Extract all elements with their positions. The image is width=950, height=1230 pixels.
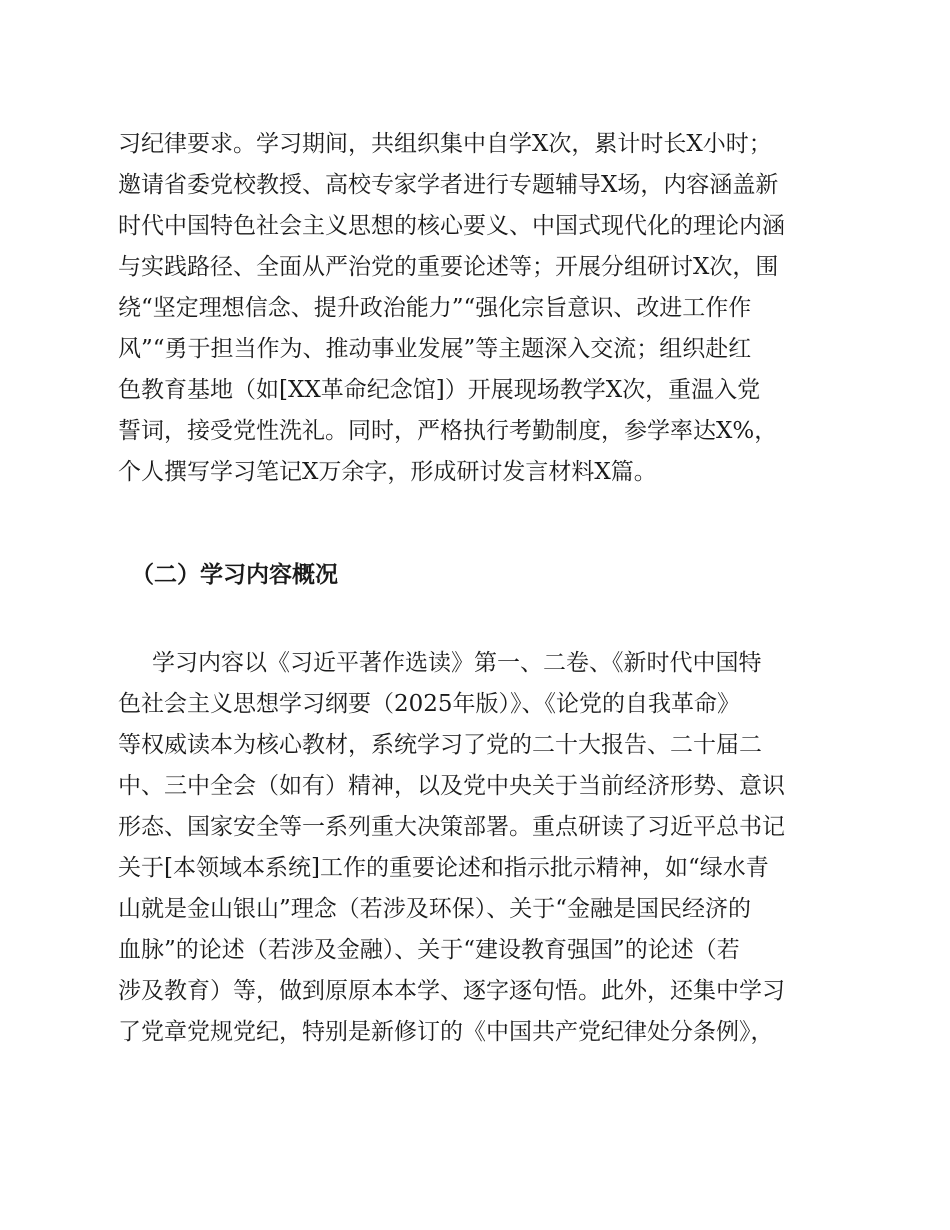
- text-line: 与实践路径、全面从严治党的重要论述等；开展分组研讨X次，围: [118, 254, 779, 280]
- text-line: 山就是金山银山”理念（若涉及环保）、关于“金融是国民经济的: [118, 896, 752, 922]
- text-line: 习纪律要求。学习期间，共组织集中自学X次，累计时长X小时；: [118, 131, 772, 157]
- text-line: 绕“坚定理想信念、提升政治能力”“强化宗旨意识、改进工作作: [118, 295, 752, 321]
- text-line: 时代中国特色社会主义思想的核心要义、中国式现代化的理论内涵: [118, 213, 785, 239]
- text-line: 关于[本领域本系统]工作的重要论述和指示批示精神，如“绿水青: [118, 855, 769, 881]
- text-line: 色社会主义思想学习纲要（2025年版）》、《论党的自我革命》: [118, 691, 741, 717]
- text-line: 血脉”的论述（若涉及金融）、关于“建设教育强国”的论述（若: [118, 937, 740, 963]
- text-line: 个人撰写学习笔记X万余字，形成研讨发言材料X篇。: [118, 459, 657, 485]
- text-line: 风”“勇于担当作为、推动事业发展”等主题深入交流；组织赴红: [118, 336, 752, 362]
- text-line: 等权威读本为核心教材，系统学习了党的二十大报告、二十届二: [118, 732, 762, 758]
- text-line: 中、三中全会（如有）精神，以及党中央关于当前经济形势、意识: [118, 773, 785, 799]
- section-heading: （二）学习内容概况: [131, 562, 338, 588]
- text-line: 色教育基地（如[XX革命纪念馆]）开展现场教学X次，重温入党: [118, 377, 761, 403]
- text-line: 涉及教育）等，做到原原本本学、逐字逐句悟。此外，还集中学习: [118, 978, 785, 1004]
- text-line: 了党章党规党纪，特别是新修订的《中国共产党纪律处分条例》，: [118, 1019, 774, 1045]
- text-line: 学习内容以《习近平著作选读》第一、二卷、《新时代中国特: [152, 650, 762, 676]
- text-line: 形态、国家安全等一系列重大决策部署。重点研读了习近平总书记: [118, 814, 785, 840]
- text-line: 邀请省委党校教授、高校专家学者进行专题辅导X场，内容涵盖新: [118, 172, 779, 198]
- text-line: 誓词，接受党性洗礼。同时，严格执行考勤制度，参学率达X%，: [118, 418, 778, 444]
